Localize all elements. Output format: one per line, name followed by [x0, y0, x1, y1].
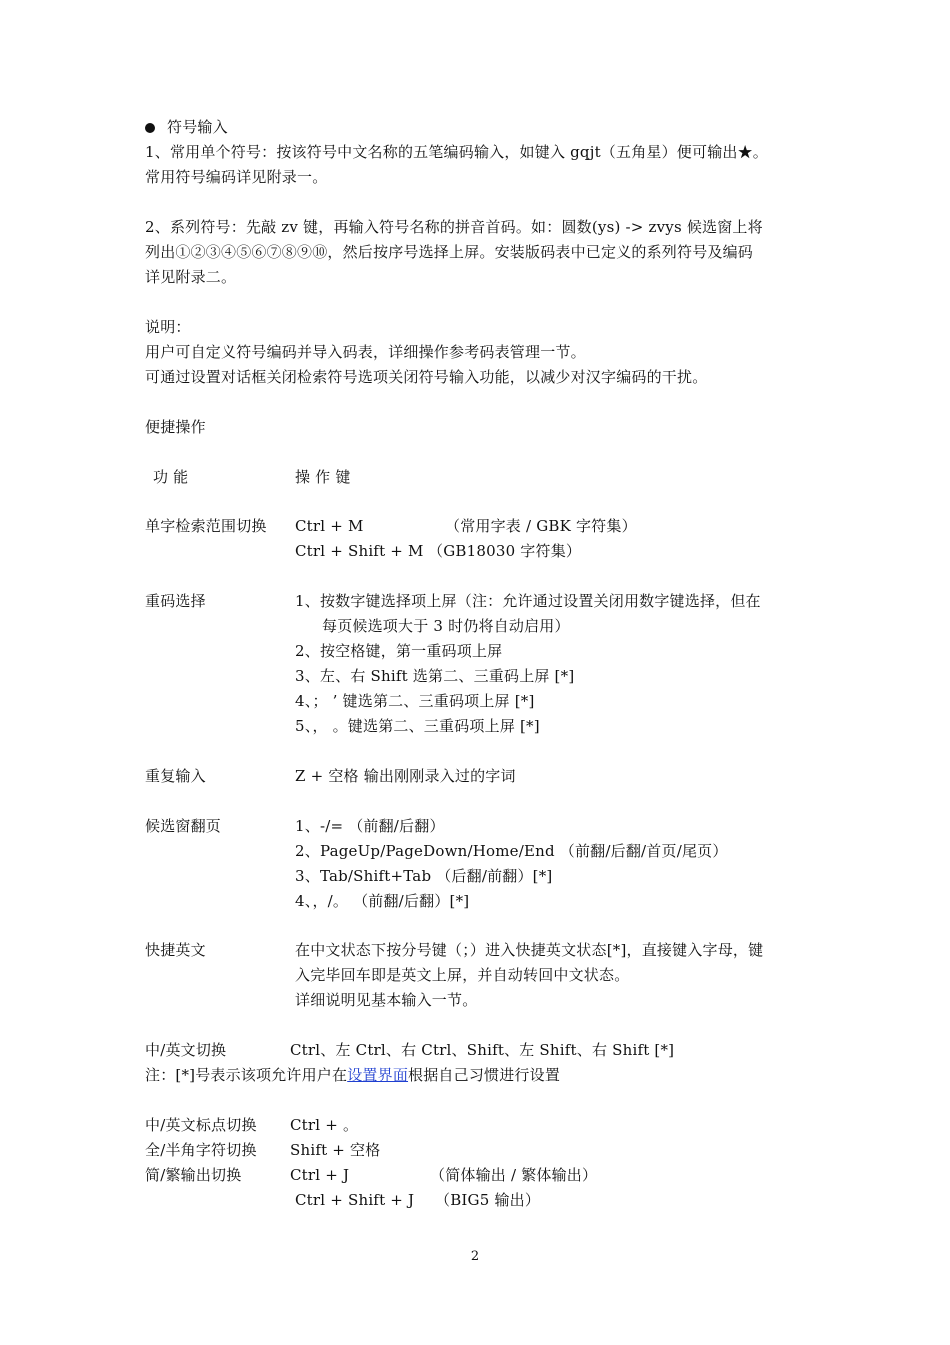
bullet-icon: [145, 123, 155, 133]
column-header-function: 功 能: [153, 468, 189, 486]
dup-code-item: 每页候选项大于 3 时仍将自动启用）: [322, 617, 570, 635]
column-header-keys: 操 作 键: [295, 468, 351, 486]
row-label-trad-switch: 简/繁输出切换: [145, 1166, 242, 1184]
settings-link[interactable]: 设置界面: [347, 1066, 409, 1084]
page-turn-item: 4、，/。 （前翻/后翻）[*]: [295, 892, 470, 910]
width-switch-keys: Shift + 空格: [290, 1141, 381, 1159]
page-turn-item: 1、-/= （前翻/后翻）: [295, 817, 445, 835]
repeat-input-desc: Z + 空格 输出刚刚录入过的字词: [295, 767, 516, 785]
shortcut-desc: （BIG5 输出）: [435, 1191, 541, 1209]
page-turn-item: 2、PageUp/PageDown/Home/End （前翻/后翻/首页/尾页）: [295, 842, 728, 860]
page-turn-item: 3、Tab/Shift+Tab （后翻/前翻）[*]: [295, 867, 553, 885]
note-label: 说明：: [145, 318, 191, 336]
quick-english-line: 在中文状态下按分号键（；）进入快捷英文状态[*]，直接键入字母，键: [295, 941, 764, 959]
row-label-single-char: 单字检索范围切换: [145, 517, 267, 535]
cn-en-switch-keys: Ctrl、左 Ctrl、右 Ctrl、Shift、左 Shift、右 Shift [*]: [290, 1041, 675, 1059]
heading-text: 符号输入: [167, 118, 228, 136]
footnote-text: 注：[*]号表示该项允许用户在: [145, 1066, 348, 1084]
row-label-cn-en-switch: 中/英文切换: [145, 1041, 227, 1059]
paragraph-line: 1、常用单个符号：按该符号中文名称的五笔编码输入，如键入 gqjt（五角星）便可输出★。: [145, 143, 768, 161]
dup-code-item: 2、按空格键，第一重码项上屏: [295, 642, 503, 660]
quick-english-line: 详细说明见基本输入一节。: [295, 991, 478, 1009]
shortcut-keys: Ctrl + Shift + J: [295, 1191, 415, 1209]
punct-switch-keys: Ctrl + 。: [290, 1116, 359, 1134]
row-label-repeat-input: 重复输入: [145, 767, 206, 785]
note-line: 用户可自定义符号编码并导入码表，详细操作参考码表管理一节。: [145, 343, 586, 361]
dup-code-item: 5、， 。键选第二、三重码项上屏 [*]: [295, 717, 540, 735]
quick-english-line: 入完毕回车即是英文上屏，并自动转回中文状态。: [295, 966, 630, 984]
shortcuts-heading: 便捷操作: [145, 418, 206, 436]
dup-code-item: 1、按数字键选择项上屏（注：允许通过设置关闭用数字键选择，但在: [295, 592, 761, 610]
row-label-punct-switch: 中/英文标点切换: [145, 1116, 257, 1134]
page-number: 2: [470, 1249, 480, 1264]
shortcut-desc: （常用字表 / GBK 字符集）: [445, 517, 637, 535]
paragraph-line: 详见附录二。: [145, 268, 237, 286]
note-line: 可通过设置对话框关闭检索符号选项关闭符号输入功能，以减少对汉字编码的干扰。: [145, 368, 708, 386]
footnote: [145, 1065, 560, 1085]
dup-code-item: 3、左、右 Shift 选第二、三重码上屏 [*]: [295, 667, 575, 685]
paragraph-line: 2、系列符号：先敲 zv 键，再输入符号名称的拼音首码。如：圆数(ys) -> zvys 候选窗上将: [145, 218, 763, 236]
shortcut-keys: Ctrl + Shift + M: [295, 542, 424, 560]
symbol-input-heading: [145, 117, 228, 137]
footnote-text: 根据自己习惯进行设置: [408, 1066, 561, 1084]
row-label-dup-code: 重码选择: [145, 592, 206, 610]
shortcut-desc: （GB18030 字符集）: [428, 542, 582, 560]
paragraph-line: 常用符号编码详见附录一。: [145, 168, 328, 186]
shortcut-keys: Ctrl + J: [290, 1166, 350, 1184]
dup-code-item: 4、； ’ 键选第二、三重码项上屏 [*]: [295, 692, 535, 710]
shortcut-keys: Ctrl + M: [295, 517, 364, 535]
row-label-page-turn: 候选窗翻页: [145, 817, 222, 835]
paragraph-line: 列出①②③④⑤⑥⑦⑧⑨⑩，然后按序号选择上屏。安装版码表中已定义的系列符号及编码: [145, 243, 754, 261]
shortcut-desc: （简体输出 / 繁体输出）: [430, 1166, 598, 1184]
row-label-width-switch: 全/半角字符切换: [145, 1141, 257, 1159]
row-label-quick-english: 快捷英文: [145, 941, 206, 959]
